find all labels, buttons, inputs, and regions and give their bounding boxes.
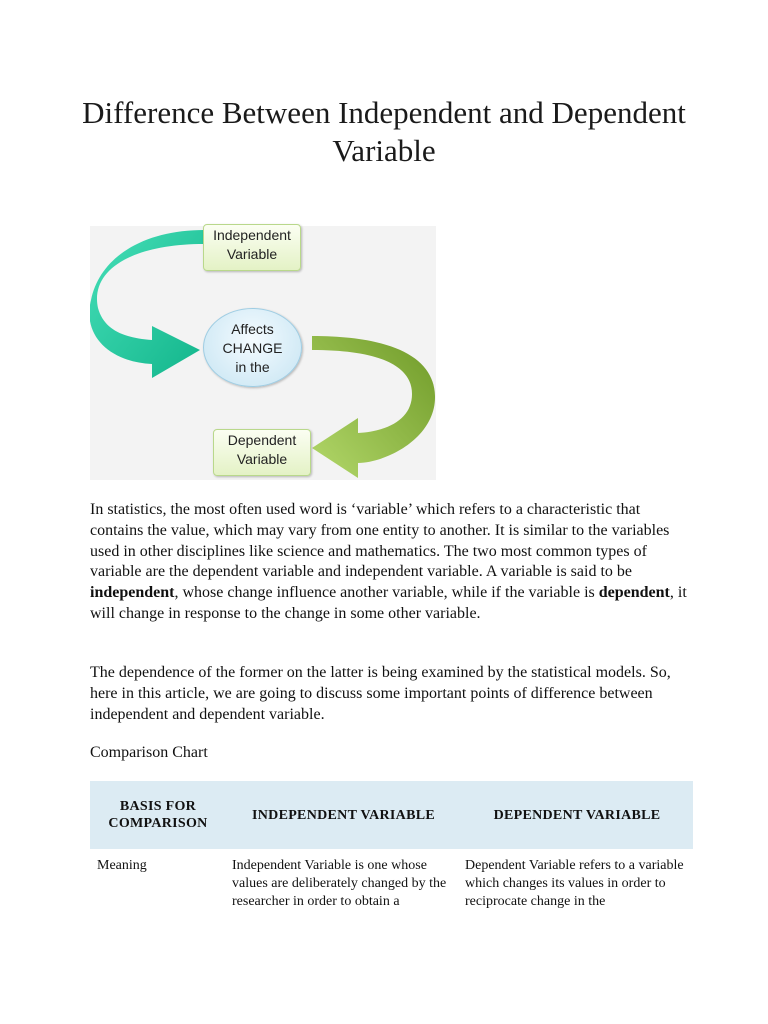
affects-change-circle (203, 308, 302, 387)
header-basis: BASIS FOR COMPARISON (108, 799, 208, 831)
intro-paragraph (90, 500, 690, 625)
cell-dependent: Dependent Variable refers to a variable which changes its values in order to reciprocate change in the (465, 858, 684, 909)
bold-independent: independent (90, 584, 175, 602)
table-header-row (90, 781, 693, 849)
bottom-arrow-shape (312, 336, 435, 478)
independent-variable-box (203, 224, 301, 271)
comparison-chart-heading: Comparison Chart (90, 744, 208, 761)
comparison-table (90, 781, 693, 913)
bold-dependent: dependent (598, 584, 670, 602)
dependent-variable-box (213, 429, 311, 476)
independent-box-line2: Variable (226, 246, 278, 262)
second-paragraph: The dependence of the former on the latter is being examined by the statistical models. So, here in this article, we are going to discuss some important points of difference between independent and dependent variable. (90, 664, 671, 723)
circle-line1: Affects (231, 321, 274, 337)
header-dependent: DEPENDENT VARIABLE (493, 807, 661, 823)
top-arrow-shape (90, 230, 204, 378)
circle-line2: CHANGE (222, 340, 283, 356)
header-independent: INDEPENDENT VARIABLE (252, 807, 435, 823)
intro-text-2: , whose change influence another variable, while if the variable is (174, 584, 599, 602)
cell-independent: Independent Variable is one whose values are deliberately changed by the researcher in order to obtain a (232, 858, 447, 909)
table-row (90, 849, 693, 913)
dependent-box-line2: Variable (236, 451, 288, 467)
intro-text-1: In statistics, the most often used word is ‘variable’ which refers to a characteristic that contains the value, which may vary from one entity to another. It is similar to the variables used in other disciplines like science and mathematics. The two most common types of variable are the dependent variable and independent variable. A variable is said to be (90, 501, 670, 581)
circle-line3: in the (235, 359, 270, 375)
independent-box-line1: Independent (213, 227, 291, 243)
variable-relationship-diagram (90, 226, 436, 480)
cell-basis: Meaning (97, 858, 147, 873)
page-title: Difference Between Independent and Dependent Variable (82, 95, 686, 168)
intro-text-3: , it will change in response to the change in some other variable. (90, 584, 687, 622)
dependent-box-line1: Dependent (227, 432, 297, 448)
